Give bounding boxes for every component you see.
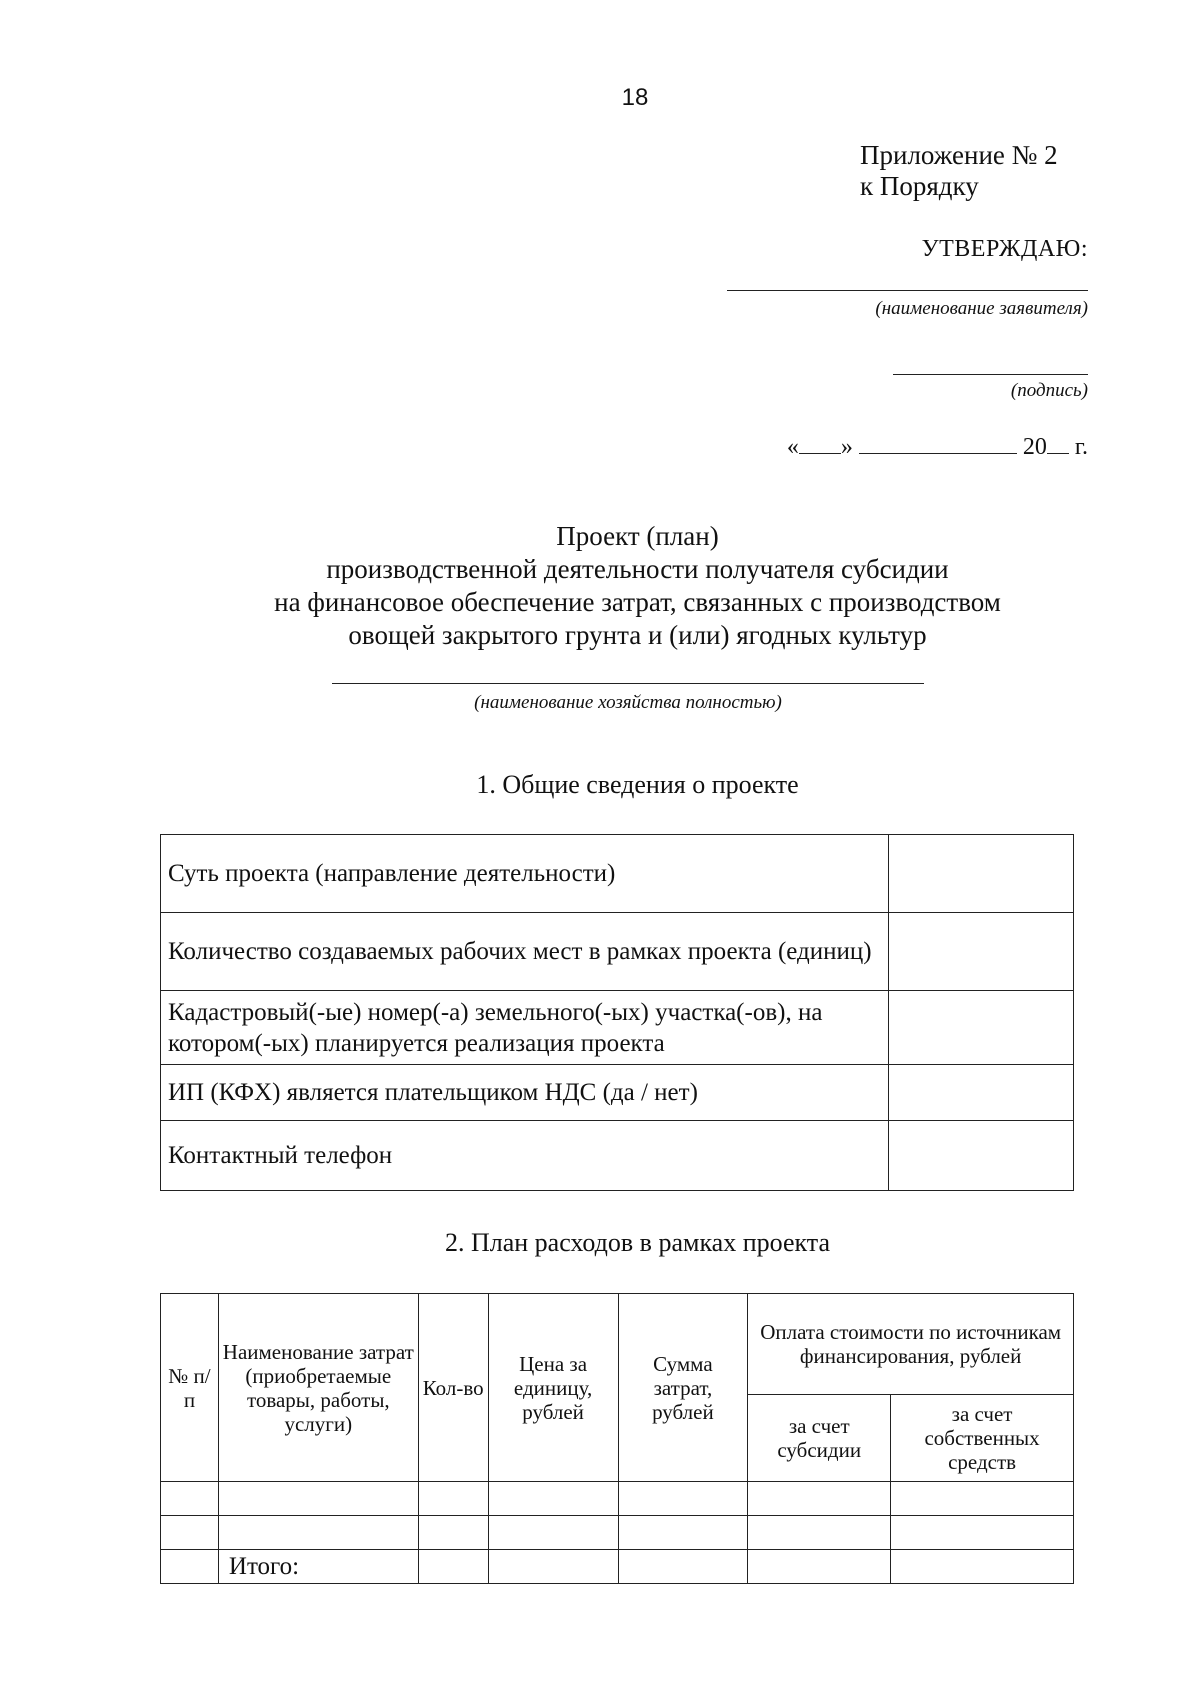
- date-open-quote: «: [786, 434, 799, 460]
- title-line-1: Проект (план): [556, 521, 719, 551]
- table-cell: [418, 1482, 488, 1516]
- table-cell: [488, 1482, 618, 1516]
- table-cell: [891, 1516, 1074, 1550]
- table-row: [161, 1516, 1074, 1550]
- appendix-line-1: Приложение № 2: [860, 140, 1058, 170]
- total-label: Итого:: [218, 1550, 418, 1584]
- document-title: [150, 520, 1125, 652]
- date-year-suffix: г.: [1074, 434, 1088, 460]
- table-cell: [218, 1482, 418, 1516]
- approve-label: УТВЕРЖДАЮ:: [921, 236, 1088, 262]
- section-1-heading: 1. Общие сведения о проекте: [476, 770, 799, 799]
- header-total-cost: Сумма затрат, рублей: [618, 1294, 748, 1482]
- row-label: Количество создаваемых рабочих мест в рамках проекта (единиц): [161, 913, 889, 991]
- header-payment-sources: Оплата стоимости по источникам финансирования, рублей: [748, 1294, 1074, 1395]
- appendix-reference: [860, 140, 1058, 202]
- title-line-3: на финансовое обеспечение затрат, связанных с производством: [274, 587, 1001, 617]
- table-row: [161, 1065, 1074, 1121]
- row-value: [889, 991, 1074, 1065]
- date-month-blank: [859, 433, 1017, 454]
- table-cell: [748, 1482, 891, 1516]
- table-cell: [618, 1550, 748, 1584]
- table-cell: [161, 1550, 219, 1584]
- signature-line: [893, 374, 1088, 375]
- table-cell: [891, 1482, 1074, 1516]
- table-cell: [488, 1516, 618, 1550]
- header-number: № п/п: [161, 1294, 219, 1482]
- row-label: ИП (КФХ) является плательщиком НДС (да / нет): [161, 1065, 889, 1121]
- table-header-row: [161, 1294, 1074, 1395]
- table-cell: [488, 1550, 618, 1584]
- table-row: [161, 991, 1074, 1065]
- section-2-heading: 2. План расходов в рамках проекта: [444, 1228, 831, 1257]
- header-quantity: Кол-во: [418, 1294, 488, 1482]
- title-line-2: производственной деятельности получателя субсидии: [326, 554, 949, 584]
- row-label: Суть проекта (направление деятельности): [161, 835, 889, 913]
- table-cell: [618, 1482, 748, 1516]
- header-subsidy: за счет субсидии: [748, 1395, 891, 1482]
- date-line: [787, 433, 1088, 461]
- farm-caption: (наименование хозяйства полностью): [474, 692, 782, 713]
- date-close-quote: »: [840, 434, 853, 460]
- row-label: Контактный телефон: [161, 1121, 889, 1191]
- table-cell: [748, 1550, 891, 1584]
- appendix-line-2: к Порядку: [860, 171, 979, 201]
- total-row: [161, 1550, 1074, 1584]
- farm-name-line: [332, 683, 924, 684]
- signature-caption: (подпись): [1010, 380, 1088, 401]
- table-row: [161, 1121, 1074, 1191]
- page-number: 18: [621, 84, 649, 111]
- header-expense-name: Наименование затрат (приобретаемые товары, работы, услуги): [218, 1294, 418, 1482]
- table-cell: [618, 1516, 748, 1550]
- general-info-table: [160, 834, 1074, 1191]
- row-value: [889, 913, 1074, 991]
- row-label: Кадастровый(-ые) номер(-а) земельного(-ых) участка(-ов), на котором(-ых) планируется реализация проекта: [161, 991, 889, 1065]
- date-year-blank: [1047, 433, 1069, 454]
- table-cell: [748, 1516, 891, 1550]
- header-unit-price: Цена за единицу, рублей: [488, 1294, 618, 1482]
- table-cell: [418, 1550, 488, 1584]
- table-cell: [161, 1482, 219, 1516]
- table-cell: [161, 1516, 219, 1550]
- table-row: [161, 835, 1074, 913]
- table-row: [161, 1482, 1074, 1516]
- header-own-funds: за счет собственных средств: [891, 1395, 1074, 1482]
- applicant-caption: (наименование заявителя): [875, 298, 1088, 319]
- table-cell: [218, 1516, 418, 1550]
- date-day-blank: [799, 433, 841, 454]
- date-year-prefix: 20: [1022, 434, 1047, 460]
- table-cell: [418, 1516, 488, 1550]
- row-value: [889, 835, 1074, 913]
- title-line-4: овощей закрытого грунта и (или) ягодных культур: [348, 620, 927, 650]
- applicant-name-line: [727, 290, 1088, 291]
- row-value: [889, 1065, 1074, 1121]
- expense-plan-table: [160, 1293, 1074, 1584]
- table-cell: [891, 1550, 1074, 1584]
- row-value: [889, 1121, 1074, 1191]
- table-row: [161, 913, 1074, 991]
